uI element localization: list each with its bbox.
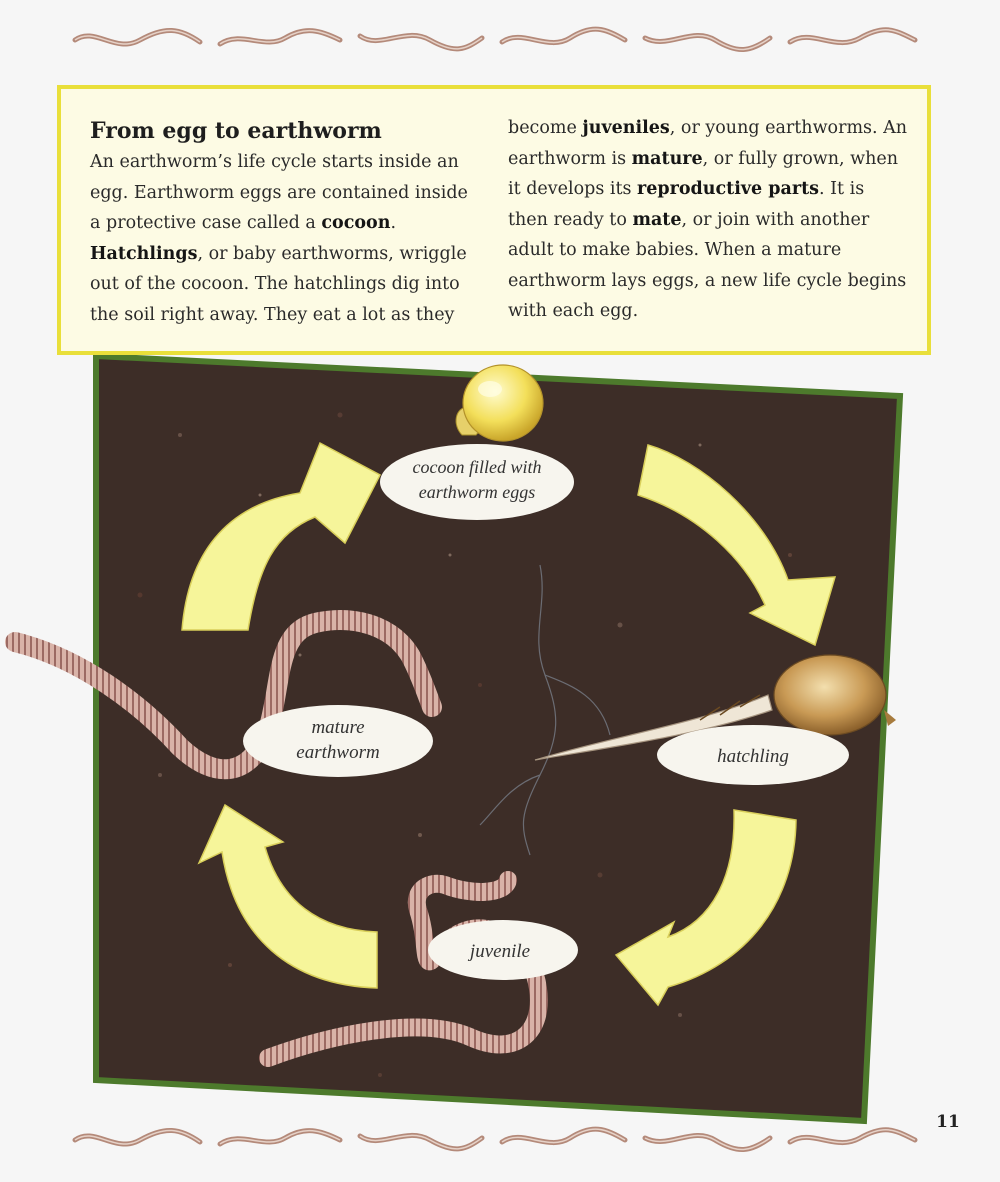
text-column-left — [90, 116, 482, 330]
top-worm-border — [70, 20, 920, 60]
label-cocoon — [380, 444, 574, 520]
glossary-term: reproductive parts — [637, 179, 820, 199]
text-column-right — [508, 113, 908, 327]
label-mature-line1: mature — [311, 717, 365, 738]
section-heading: From egg to earthworm — [90, 118, 382, 144]
label-cocoon-line2: earthworm eggs — [418, 482, 536, 502]
page-number: 11 — [936, 1112, 960, 1132]
glossary-term: mate — [632, 209, 682, 230]
label-mature-line2: earthworm — [296, 742, 380, 763]
life-cycle-diagram — [0, 355, 1000, 1135]
paragraph-right: become juveniles, or young earthworms. An earthworm is mature, or fully grown, when it develops its reproductive parts. It is then ready to mate, or join with another adult to make babies. When a mature earthworm lays eggs, a new life cycle begins with each egg. — [508, 118, 908, 321]
label-mature — [243, 705, 433, 777]
info-text-box — [57, 85, 931, 355]
glossary-term: mature — [631, 148, 703, 169]
label-juvenile — [428, 920, 578, 980]
glossary-term: juveniles — [582, 118, 670, 138]
label-cocoon-line1: cocoon filled with — [412, 457, 542, 477]
paragraph-left: An earthworm’s life cycle starts inside an egg. Earthworm eggs are contained inside a protective case called a cocoon. Hatchlings, or baby earthworms, wriggle out of the cocoon. The hatchlings dig into the soil right away. They eat a lot as they — [90, 152, 468, 325]
label-hatchling — [657, 725, 849, 785]
glossary-term: Hatchlings — [90, 243, 198, 264]
label-hatchling-text: hatchling — [717, 746, 789, 767]
bottom-worm-border — [70, 1120, 920, 1160]
label-juvenile-text: juvenile — [469, 941, 531, 962]
glossary-term: cocoon — [321, 213, 391, 233]
